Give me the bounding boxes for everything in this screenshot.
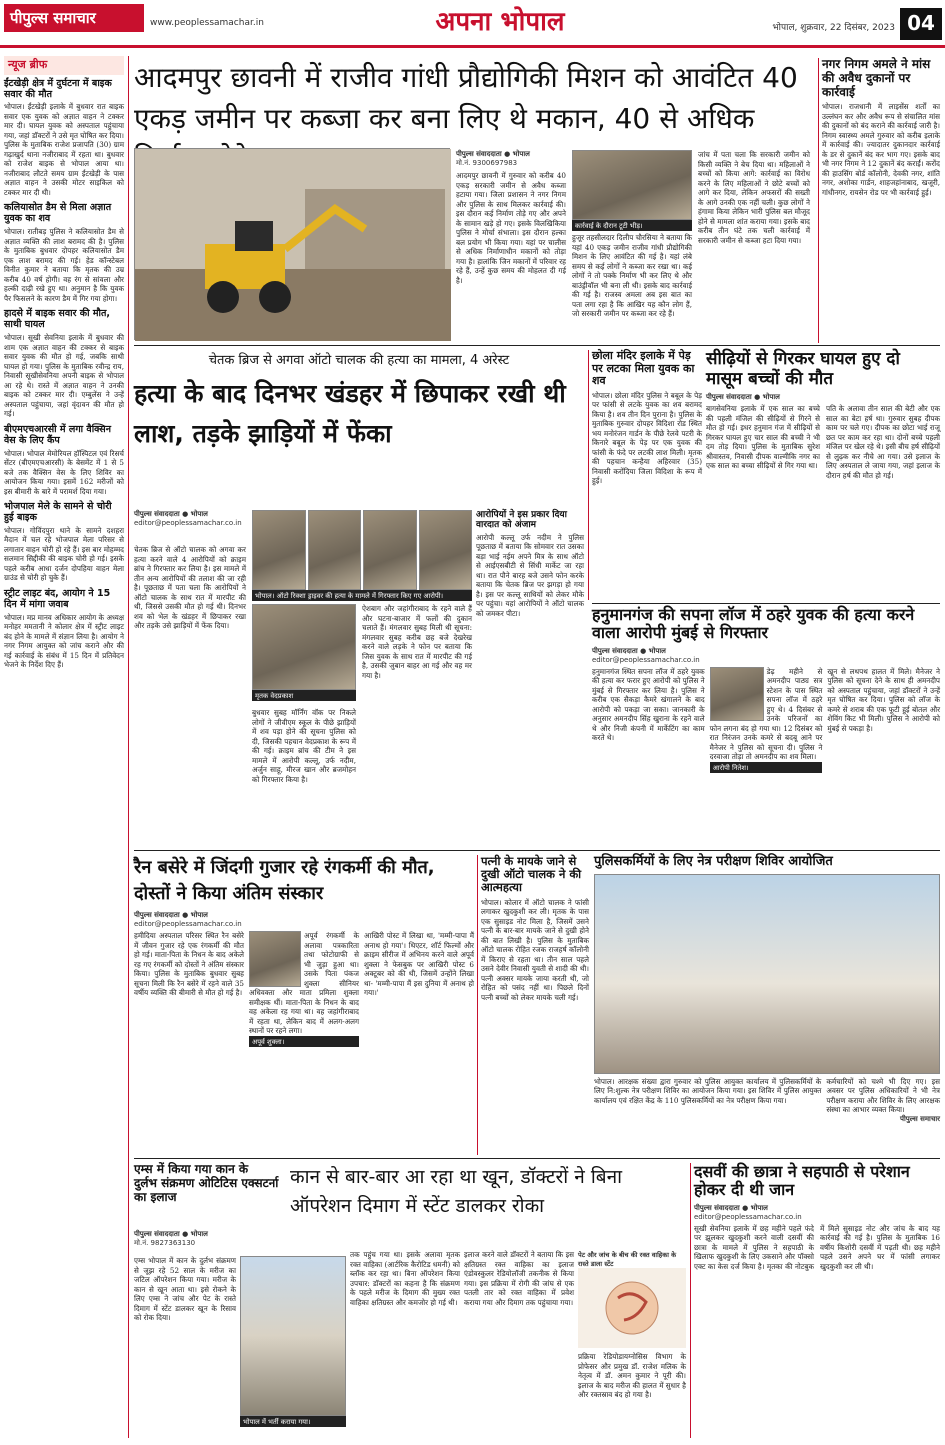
rain-email[interactable]: editor@peoplessamachar.co.in xyxy=(134,920,242,929)
lead-mobile: मो.नं. 9300697983 xyxy=(456,159,518,167)
aiims-headline-1: एम्स में किया गया कान के xyxy=(134,1162,249,1176)
lead-body-1: आदमपुर छावनी में गुरुवार को करीब 40 एकड़ सरकारी जमीन से अवैध कब्जा हटाया गया। जिला प्रशासन ने नगर निगम और पुलिस के साथ मिलकर कार्रवाई की। इस दौरान कई निर्माण तोड़े गए और अपने के सामान खड़े हो गए। इसके विलखिकिया पुलिस ने मोर्चा संभाला। इस दौरान हल्का बल प्रयोग भी किया गया। यहां पर चालीस से अधिक निर्माणाधीन मकानों को तोड़ा गया है। हालांकि जिन मकानों में परिवार रह रहे हैं, उन्हें कुछ समय की मोहलत दी गई है। xyxy=(456,171,566,285)
rain-story xyxy=(134,855,474,1155)
ear-diagram-illustration xyxy=(578,1268,686,1348)
aiims-headline-2: दुर्लभ संक्रमण ओटिटिस एक्सटर्ना का इलाज xyxy=(134,1175,279,1204)
section-divider xyxy=(134,345,940,346)
eye-headline: पुलिसकर्मियों के लिए नेत्र परीक्षण शिविर आयोजित xyxy=(594,854,833,869)
aiims-building-photo xyxy=(240,1256,346,1416)
auto-body: भोपाल। कोलार में ऑटो चालक ने फांसी लगाकर खुदकुशी कर ली। मृतक के पास एक सुसाइड नोट मिला है, जिसमें उसने पत्नी के बार-बार मायके जाने से दुखी होने की बात लिखी है। पुलिस के मुताबिक ऑटो चालक रोहित रजक राजहर्ष कॉलोनी में किराए से रहता था। तीन साल पहले उसने देवीर निवासी युवती से शादी की थी। पत्नी अक्सर मायके जाया करती थी, जो रोहित को पसंद नहीं था। पिछले दिनों पत्नी बच्चों को लेकर मायके चली गई। xyxy=(481,897,589,1002)
section-title: अपना भोपाल xyxy=(435,7,565,37)
brief-body: भोपाल। रातीबड़ पुलिस ने कलियासोत डैम से अज्ञात व्यक्ति की लाश बरामद की है। पुलिस के मुताबिक बुधवार दोपहर कलियासोत डैम एक लाश बरामद की गई। हेड कॉन्स्टेबल विनीत कुमार ने बताया कि मृतक की उम्र करीब 40 वर्ष होगी। वह रंग से सांवला और हल्की दाढ़ी रखे हुए था। अनुमान है कि युवक पैर फिसलने के कारण डैम में गिर गया होगा। xyxy=(4,227,124,303)
apurv-caption: अपूर्व शुक्ला। xyxy=(249,1036,359,1047)
brief-body: भोपाल। ईंटखेड़ी इलाके में बुधवार रात बाइक सवार एक युवक को अज्ञात वाहन ने टक्कर मार दी। घायल युवक को अस्पताल पहुंचाया गया, जहां डॉक्टरों ने उसे मृत घोषित कर दिया। पुलिस के मुताबिक राजेश प्रजापति (30) ग्राम गढ़ाखुर्द थाना नजीराबाद में रहता था। बुधवार को राजेश बाइक से भोपाल आया था। नजीराबाद लौटते समय ग्राम ईंटखेड़ी के पास अज्ञात वाहन ने उसकी मोटर साइकिल को टक्कर मार दी थी। xyxy=(4,102,124,197)
victim-photo-block xyxy=(252,604,356,704)
news-brief-column xyxy=(4,56,124,1436)
bulldozer-photo xyxy=(134,148,450,340)
inset-caption: कार्रवाई के दौरान टूटी भीड़। xyxy=(572,220,692,231)
brief-item xyxy=(4,79,124,198)
murder-headline: हत्या के बाद दिनभर खंडहर में छिपाकर रखी थी लाश, तड़के झाड़ियों में फेंका xyxy=(134,379,566,448)
brief-body: भोपाल। सूखी सेवनिया इलाके में बुधवार की शाम एक अज्ञात वाहन की टक्कर से बाइक सवार युवक की मौत हो गई, जबकि साथी घायल हो गया। पुलिस के मुताबिक रवीन्द्र राय, निवासी सूखीसेवनिया अपनी बाइक से भोपाल आ रहे थे। रास्ते में अज्ञात वाहन ने उनकी बाइक को टक्कर मार दी। एम्बुलेंस ने उन्हें अस्पताल पहुंचाया, जहां वृंदावन की मौत हो गई। xyxy=(4,333,124,419)
murder-body-2: बुधवार सुबह मॉर्निंग वॉक पर निकले लोगों ने जीवीएम स्कूल के पीछे झाड़ियों में शव पड़ा होने की सूचना पुलिस को दी, जिसकी पहचान वेदप्रकाश के रूप में की गई। क्राइम ब्रांच की टीम ने इस मामले में आरोपी कल्लू, उर्फ नदीम, अर्जुन साहू, मीरज खान और ब्रजमोहन को गिरफ्तार किया है। xyxy=(252,708,356,784)
stairs-headline: सीढ़ियों से गिरकर घायल हुए दो मासूम बच्चों की मौत xyxy=(706,349,900,389)
stairs-story xyxy=(706,350,940,600)
brief-body: भोपाल। मप्र मानव अधिकार आयोग के अध्यक्ष मनोहर ममतानी ने कोलार क्षेत्र में स्ट्रीट लाइट बंद होने के मामले में संज्ञान लिया है। आयोग ने नगर निगम आयुक्त को जांच कराने और की गई कार्रवाई के संबंध में 15 दिन में प्रतिवेदन भेजने के निर्देश दिए हैं। xyxy=(4,612,124,670)
section-divider xyxy=(134,850,940,851)
accused-nitesh-photo xyxy=(710,667,764,721)
eye-caption-2: कर्मचारियों को चश्मे भी दिए गए। इस अवसर पर पुलिस अधिकारियों ने भी नेत्र परीक्षण कराया और शिविर के लिए आरक्षक संस्था का आभार व्यक्त किया। xyxy=(826,1076,940,1115)
student-story xyxy=(694,1163,940,1438)
column-divider xyxy=(690,1163,691,1438)
aiims-body-4: प्रक्रिया रेडियोडायग्नोसिस विभाग के प्रोफेसर और प्रमुख डॉ. राजेश मलिक के नेतृत्व में डॉ. अमन कुमार ने पूरी की। इलाज के बाद मरीज की हालत में सुधार है और रक्तस्राव बंद हो गया है। xyxy=(578,1352,686,1399)
nigam-headline: नगर निगम अमले ने मांस की अवैध दुकानों पर कार्रवाई xyxy=(822,57,931,99)
brief-item xyxy=(4,425,124,496)
hanuman-body-1: हनुमानगंज स्थित सपना लॉज में ठहरे युवक की हत्या कर फरार हुए आरोपी को पुलिस ने मुंबई से गिरफ्तार कर लिया है। पुलिस ने करीब एक सैकड़ा कैमरे खंगालने के बाद आरोपी को पकड़ा जा सका। जानकारी के अनुसार अमनदीप सिंह खुराना के रहने वाले थे और निजी कंपनी में मार्केटिंग का काम करते थे। xyxy=(592,666,705,743)
murder-side-title: आरोपियों ने इस प्रकार दिया वारदात को अंजाम xyxy=(476,510,567,531)
student-body: सूखी सेवनिया इलाके में छह महीने पहले फंदे पर झूलकर खुदकुशी करने वाली दसवीं की छात्रा के मामले में पुलिस ने सहपाठी के खिलाफ खुदकुशी के लिए उकसाने और पॉक्सो एक्ट का केस दर्ज किया है। मृतका की नोटबुक में मिले सुसाइड नोट और जांच के बाद यह कार्रवाई की गई है। पुलिस के मुताबिक 16 वर्षीय किशोरी दसवीं में पढ़ती थी। छह महीने पहले उसने अपने घर में फांसी लगाकर खुदकुशी कर ली थी। xyxy=(694,1223,940,1271)
nigam-story xyxy=(822,58,940,343)
rain-body-1: हमीदिया अस्पताल परिसर स्थित रैन बसेरे में जीवन गुजार रहे एक रंगकर्मी की मौत हो गई। माता-पिता के निधन के बाद अकेले रह गए रंगकर्मी को दोस्तों ने अंतिम संस्कार किया। पुलिस के मुताबिक बुधवार सुबह सूचना मिली कि रैन बसेरे में रहने वाले 35 वर्षीय व्यक्ति की बीमारी से मौत हो गई है। xyxy=(134,931,244,998)
aiims-photo-block xyxy=(240,1256,346,1436)
murder-kicker: चेतक ब्रिज से अगवा ऑटो चालक की हत्या का मामला, 4 अरेस्ट xyxy=(208,353,510,368)
aiims-body-3: इलाज करने वाले डॉक्टरों ने बताया कि इस क्षतिग्रस्त रक्त वाहिका का इलाज एंडोवस्कुलर रेडियोलॉजी तकनीक से किया गया। इस प्रक्रिया में रोगी की जांघ से एक पतली तार को रक्त वाहिका में प्रवेश कराया गया और दिमाग तक पहुंचाया गया। xyxy=(464,1250,574,1307)
accused-caption: भोपाल। ऑटो रिक्शा ड्राइवर की हत्या के मामले में गिरफ्तार किए गए आरोपी। xyxy=(252,590,472,601)
murder-body-1: चेतक ब्रिज से ऑटो चालक को अगवा कर हत्या करने वाले 4 आरोपियों को क्राइम ब्रांच ने गिरफ्तार कर लिया है। इस मामले में तीन अन्य आरोपियों की तलाश की जा रही है। पूछताछ में पता चला कि आरोपियों ने ऑटो चालक के साथ रात में मारपीट की थी, जिससे उसकी मौत हो गई थी। दिनभर शव को भेल के खंडहर में छिपाकर रखा और तड़के उसे झाड़ियों में फेंक दिया। xyxy=(134,545,246,630)
rain-headline: रैन बसेरे में जिंदगी गुजार रहे रंगकर्मी की मौत, दोस्तों ने किया अंतिम संस्कार xyxy=(134,857,435,905)
student-byline: पीपुल्स संवाददाता ● भोपाल xyxy=(694,1203,768,1212)
murder-email[interactable]: editor@peoplessamachar.co.in xyxy=(134,519,242,527)
hanuman-body-3: खून से लथपथ हालत में मिले। मैनेजर ने पुलिस को सूचना देने के साथ ही अमनदीप को अस्पताल पहुंचाया, जहां डॉक्टरों ने उन्हें मृत घोषित कर दिया। पुलिस को लॉज के कमरे से शराब की एक फूटी हुई बोतल और शेविंग किट भी मिली। पुलिस ने आरोपी को मुंबई से पकड़ा है। xyxy=(827,666,941,733)
lead-headline: आदमपुर छावनी में राजीव गांधी प्रौद्योगिकी मिशन को आवंटित 40 एकड़ जमीन पर कब्जा कर बना लिए थे मकान, 40 से अधिक xyxy=(134,61,798,135)
brief-item xyxy=(4,309,124,418)
aiims-body-2: तक पहुंच गया था। इसके अलावा मृतक रक्त वाहिका (आर्टरिक कैरोटिड धमनी) को ब्लॉक कर रहा था। बिना ऑपरेशन किया उपचार: डॉक्टरों का कहना है कि संक्रमण के पहले मरीज के दिमाग की मुख्य रक्त वाहिका क्षतिग्रस्त और कमजोर हो गई थी। xyxy=(350,1250,460,1307)
hanuman-email[interactable]: editor@peoplessamachar.co.in xyxy=(592,655,700,664)
lead-byline: पीपुल्स संवाददाता ● भोपाल xyxy=(456,150,530,158)
dateline: भोपाल, शुक्रवार, 22 दिसंबर, 2023 xyxy=(772,23,895,33)
column-divider xyxy=(588,350,589,600)
accused-photos xyxy=(252,510,472,590)
eye-camp-story xyxy=(594,855,940,1155)
auto-story xyxy=(481,855,589,1155)
column-divider xyxy=(477,855,478,1155)
eye-captions xyxy=(594,1077,940,1115)
aiims-big-headline: कान से बार-बार आ रहा था खून, डॉक्टरों ने बिना ऑपरेशन दिमाग में स्टेंट डालकर रोका xyxy=(290,1166,623,1217)
stairs-body-1: बागसेवनिया इलाके में एक साल का बच्चे की पहली मंजिल की सीढ़ियों से गिरने से मौत हो गई। इधर हनुमान गंज में सीढ़ियों से गिरकर घायल हुए चार साल की बच्ची ने भी दम तोड़ दिया। पुलिस के मुताबिक सुरेश श्रीवास्तव, निवासी दीपक वाल्मीकि नगर का एक साल का बच्चा सीढ़ियों से गिर गया था। xyxy=(706,404,820,471)
accused-photo xyxy=(308,510,362,590)
chhola-story xyxy=(592,350,702,600)
murder-body-4: आरोपी कल्लू उर्फ नदीम ने पुलिस पूछताछ में बताया कि सोमवार रात उसका बड़ा भाई नईम अपने मित्र के साथ ऑटो से आईएसबीटी से सिंधी मार्केट जा रहा था। रात पौने बारह बजे उसने फोन करके बताया कि चेतक ब्रिज पर झगड़ा हो गया है। इस पर कल्लू साथियों को लेकर मौके पर पहुंचा। यहां आरोपियों ने ऑटो चालक को जमकर पीटा। xyxy=(476,532,584,618)
accused-photo xyxy=(252,510,306,590)
rain-body-2: अपूर्व रंगकर्मी के अलावा पत्रकारिता तथा फोटोग्राफी से भी जुड़ा हुआ था। उसके पिता पंकज शुक्ला सीनियर अधिवक्ता और माता प्रमिला शुक्ला समीक्षक थीं। माता-पिता के निधन के बाद वह अकेला रह गया था। वह जहांगीराबाद में रहता था, लेकिन बाद में अलग-अलग स्थानों पर रहने लगा। xyxy=(249,931,359,1036)
eye-credit: पीपुल्स समाचार xyxy=(899,1114,940,1123)
rain-body-3: आखिरी पोस्ट में लिखा था, 'मम्मी-पापा मैं अनाथ हो गया'। थिएटर, शॉर्ट फिल्मों और क्राइम सीरीज में अभिनय करने वाले अपूर्व शुक्ला ने फेसबुक पर आखिरी पोस्ट 6 अक्टूबर को की थी, जिसमें उन्होंने लिखा था- 'मम्मी-पापा मैं इस दुनिया में अनाथ हो गया।' xyxy=(364,931,474,998)
nigam-body: भोपाल। राजधानी में लाइसेंस शर्तों का उल्लंघन कर और अवैध रूप से संचालित मांस की दुकानों को बंद कराने की कार्रवाई जारी है। निगम स्वास्थ्य अमले गुरुवार को करीब इलाके में कार्रवाई की। ज्यादातर दुकानदार कार्रवाई के डर से दुकानें बंद कर भाग गए। इसके बाद भी नगर निगम ने 12 दुकानें बंद कराईं। करोंद की हाउसिंग बोर्ड कॉलोनी, देवकी नगर, शांति नगर, अशोका गार्डन, शाहजहांनाबाद, खजूरी, गांधीनगर, रायसेन रोड पर भी कार्रवाई हुई। xyxy=(822,102,940,197)
eye-camp-photo xyxy=(594,874,940,1074)
brief-title: ईंटखेड़ी क्षेत्र में दुर्घटना में बाइक सवार की मौत xyxy=(4,77,112,100)
apurv-photo xyxy=(249,931,301,987)
eye-caption-1: भोपाल। आरक्षक संख्या द्वारा गुरुवार को पुलिस आयुक्त कार्यालय में पुलिसकर्मियों के लिए नि:शुल्क नेत्र परीक्षण शिविर का आयोजन किया गया। इस शिविर में पुलिस आयुक्त कार्यालय एवं रक्षित केंद्र के 110 पुलिसकर्मियों का नेत्र परीक्षण किया गया। xyxy=(594,1076,822,1105)
aiims-kicker xyxy=(134,1163,284,1227)
lead-body-3: जांच में पता चला कि सरकारी जमीन को किसी व्यक्ति ने बेच दिया था। महिलाओं ने बच्चों को किया आगे: कार्रवाई का विरोध करने के लिए महिलाओं ने छोटे बच्चों को आगे कर दिया, लेकिन अफसरों की सख्ती के आगे उनकी एक नहीं चली। कुछ लोगों ने हंगामा किया लेकिन भारी पुलिस बल मौजूद होने से मामला शांत कराया गया। इसके बाद करीब तीन घंटे तक चली कार्रवाई में सरकारी जमीन से कब्जा हटा दिया गया। xyxy=(698,150,810,245)
hanuman-columns xyxy=(592,667,940,773)
section-divider xyxy=(592,603,940,604)
auto-headline: पत्नी के मायके जाने से दुखी ऑटो चालक ने की आत्महत्या xyxy=(481,854,582,895)
brief-body: भोपाल। भोपाल मेमोरियल हॉस्पिटल एवं रिसर्च सेंटर (बीएमएचआरसी) के बेसमेंट में 1 से 5 बजे तक वैक्सिन वेस के लिए शिविर का आयोजन किया गया। इसमें 162 मरीजों को इस बीमारी के बारे में परामर्श दिया गया। xyxy=(4,448,124,496)
aiims-mobile: मो.नं. 9827363130 xyxy=(134,1239,196,1247)
chhola-body: भोपाल। छोला मंदिर पुलिस ने बबूल के पेड़ पर फांसी से लटके युवक का शव बरामद किया है। शव तीन दिन पुराना है। पुलिस के मुताबिक गुरुवार दोपहर विदिशा रोड स्थित भय मनोरंजन गार्डन के पीछे रेलवे पटरी के किनारे बबूल के पेड़ पर एक युवक की फांसी के फंदे पर लटकी लाश मिली। मृतक की पहचान कन्हैया अहिरवार (35) निवासी करोंदिया जिला विदिशा के रूप में हुई। xyxy=(592,390,702,486)
stairs-columns xyxy=(706,404,940,480)
aiims-diagram-caption: पेट और जांच के बीच की रक्त वाहिका के रास्ते डाला स्टेंट xyxy=(578,1251,677,1268)
section-divider xyxy=(134,1158,940,1159)
hanuman-body-2: डेढ़ महीने से अमनदीप पाठ्य सत्र स्टेशन के पास स्थित सपना लॉज में ठहरे हुए थे। 4 दिसंबर से उनके परिजनों का फोन लगना बंद हो गया था। 12 दिसंबर को रात निरंजन उनके कमरे से बदबू आने पर मैनेजर ने पुलिस को सूचना दी। पुलिस ने दरवाजा तोड़ा तो अमनदीप का शव मिला। xyxy=(709,666,823,762)
accused-photo xyxy=(419,510,473,590)
stairs-byline: पीपुल्स संवाददाता ● भोपाल xyxy=(706,393,780,402)
murder-body-3: ऐशबाग और जहांगीराबाद के रहने वाले हैं और घटना-बाजार में फलों की दुकान चलाते हैं। मंगलवार सुबह मिली थी सूचना: मंगलवार सुबह करीब छह बजे देखरेख करने वाले लड़के ने फोन पर बताया कि जिस युवक के साथ रात में मारपीट की गई है, उसकी जुबान बाहर आ गई और वह मर गया है। xyxy=(362,604,472,680)
brief-item xyxy=(4,502,124,583)
aiims-byline-block xyxy=(134,1230,284,1254)
aiims-diagram-block xyxy=(578,1250,686,1436)
hanuman-byline: पीपुल्स संवाददाता ● भोपाल xyxy=(592,646,666,655)
brief-title: भोजपाल मेले के सामने से चोरी हुई बाइक xyxy=(4,501,112,523)
lead-col-1 xyxy=(456,150,566,340)
murder-sidebar xyxy=(476,510,584,845)
crowd-inset-photo xyxy=(572,150,692,220)
student-email[interactable]: editor@peoplessamachar.co.in xyxy=(694,1212,802,1221)
murder-byline: पीपुल्स संवाददाता ● भोपाल xyxy=(134,510,208,518)
brief-item xyxy=(4,203,124,303)
page-number: 04 xyxy=(900,8,942,40)
masthead-logo: पीपुल्स समाचार xyxy=(4,4,144,32)
masthead xyxy=(0,0,945,48)
brief-body: भोपाल। गोविंदपुरा थाने के सामने दशहरा मैदान में चल रहे भोजपाल मेला परिसर से लगातार वाहन चोरी हो रहे हैं। इस बार मोहम्मद सलमान सिद्दीकी की बाइक चोरी हो गई। इसके पहले करीब आधा दर्जन दोपहिया वाहन मेला ग्राउंड से चोरी हो चुके हैं। xyxy=(4,525,124,583)
aiims-byline: पीपुल्स संवाददाता ● भोपाल xyxy=(134,1230,208,1238)
brief-title: कलियासोत डैम से मिला अज्ञात युवक का शव xyxy=(4,202,112,225)
brief-item xyxy=(4,589,124,670)
news-brief-label: न्यूज ब्रीफ xyxy=(4,56,124,75)
aiims-body-1: एम्स भोपाल में कान के दुर्लभ संक्रमण से जूझ रहे 52 साल के मरीज का जटिल ऑपरेशन किया गया। मरीज के कान से खून आता था। इसे रोकने के लिए एम्स ने जांच और पेट के रास्ते दिमाग में स्टेंट डालकर खून के रिसाव को रोक दिया। xyxy=(134,1256,236,1322)
victim-caption: मृतक वेदप्रकाश xyxy=(252,690,356,701)
murder-byline-block xyxy=(134,510,246,540)
lead-col-2 xyxy=(572,150,692,340)
bulldozer-illustration xyxy=(135,149,451,341)
stairs-body-2: पति के अलावा तीन साल की बेटी और एक साल का बेटा हर्ष था। गुरुवार सुबह दीपक काम पर चले गए। दीपक का छोटा भाई राजू छत पर काम कर रहा था। दोनों बच्चे पहली मंजिल पर खेल रहे थे। इसी बीच हर्ष सीढ़ियों से लुढ़क कर नीचे आ गया। उसे इलाज के लिए अस्पताल ले जाया गया, जहां इलाज के दौरान हर्ष की मौत हो गई। xyxy=(826,404,940,480)
column-divider xyxy=(128,56,129,1438)
masthead-website[interactable]: www.peoplessamachar.in xyxy=(150,18,264,28)
chhola-headline: छोला मंदिर इलाके में पेड़ पर लटका मिला युवक का शव xyxy=(592,349,695,388)
rain-byline: पीपुल्स संवाददाता ● भोपाल xyxy=(134,911,208,920)
brief-title: हादसे में बाइक सवार की मौत, साथी घायल xyxy=(4,308,111,331)
aiims-photo-caption: भोपाल में भर्ती कराया गया। xyxy=(240,1416,346,1427)
student-headline: दसवीं की छात्रा ने सहपाठी से परेशान होकर दी थी जान xyxy=(694,1162,910,1200)
brief-title: बीएमएचआरसी में लगा वैक्सिन वेस के लिए कैंप xyxy=(4,423,111,446)
rain-mid xyxy=(249,931,359,1047)
column-divider xyxy=(818,58,819,343)
accused-photo xyxy=(363,510,417,590)
lead-body-2: हुजूर तहसीलदार दिलीप चौरसिया ने बताया कि यहां 40 एकड़ जमीन राजीव गांधी प्रौद्योगिकी मिशन के लिए आवंटित की गई है। यहां लंबे समय से कई लोगों ने कब्जा कर रखा था। कई लोगों ने तो पक्के निर्माण भी कर लिए थे और बाउंड्रीवॉल भी बना ली थी। इसके बाद कार्रवाई की गई है। राजस्व अमला अब इस बात का पता लगा रहा है कि आखिर यह कौन लोग हैं, जो सरकारी जमीन पर कब्जा कर रहे हैं। xyxy=(572,233,692,318)
hanuman-story xyxy=(592,606,940,846)
hanuman-mid xyxy=(710,667,823,773)
victim-photo xyxy=(252,604,356,690)
murder-col-1 xyxy=(134,545,246,845)
brief-title: स्ट्रीट लाइट बंद, आयोग ने 15 दिन में मांगा जवाब xyxy=(4,587,111,610)
hanuman-headline: हनुमानगंज की सपना लॉज में ठहरे युवक की हत्या करने वाला आरोपी मुंबई से गिरफ्तार xyxy=(592,605,915,643)
rain-columns xyxy=(134,931,474,1047)
nitesh-caption: आरोपी नितेश। xyxy=(710,762,823,773)
